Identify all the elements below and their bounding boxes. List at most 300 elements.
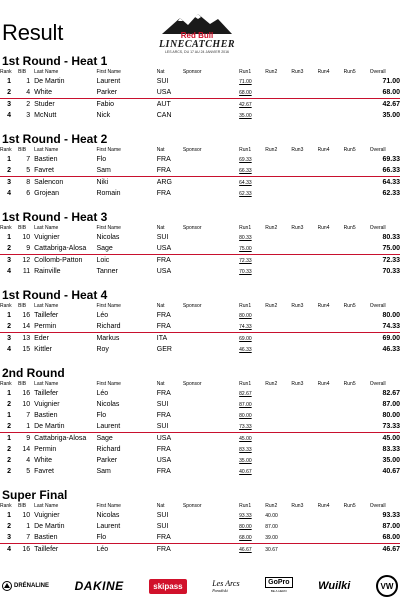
- section-title: 1st Round - Heat 4: [2, 288, 108, 302]
- column-header-rank: Rank: [0, 503, 12, 509]
- cell-run1-value: 75.00: [239, 246, 252, 252]
- cell-run4: [318, 466, 344, 477]
- cell-rank: 2: [7, 401, 11, 408]
- cell-run1: [239, 410, 265, 421]
- column-header-first: First Name: [96, 303, 121, 309]
- cell-nat: AUT: [156, 101, 171, 108]
- results-table: [0, 380, 400, 477]
- cell-run2: [265, 421, 291, 433]
- cell-overall: 35.00: [382, 112, 400, 119]
- cell-rank: 3: [7, 335, 11, 342]
- table-header-row: [0, 146, 400, 154]
- cell-nat: FRA: [156, 390, 171, 397]
- cell-run5: [344, 410, 370, 421]
- cell-nat: FRA: [156, 156, 171, 163]
- cell-sponsor: [183, 399, 239, 410]
- cell-rank: 2: [7, 446, 11, 453]
- cell-run4: [318, 455, 344, 466]
- section-gap: [0, 199, 400, 210]
- column-header-run5: Run5: [343, 381, 356, 387]
- cell-rank: 4: [7, 546, 11, 553]
- table-row: [0, 255, 400, 267]
- cell-run2: [265, 232, 291, 243]
- cell-last: Taillefer: [34, 312, 59, 319]
- cell-bib: 7: [18, 532, 30, 544]
- results-section: [0, 132, 400, 199]
- cell-run3: [291, 444, 317, 455]
- cell-run1-value: 73.33: [239, 424, 252, 430]
- cell-run1-value: 80.33: [239, 235, 252, 241]
- cell-last: Grojean: [34, 190, 60, 197]
- cell-last: Vuignier: [34, 234, 60, 241]
- cell-run2: [265, 433, 291, 445]
- cell-nat: FRA: [156, 312, 171, 319]
- cell-sponsor: [183, 266, 239, 277]
- cell-overall: 46.67: [382, 546, 400, 553]
- cell-run3: [291, 421, 317, 433]
- cell-bib: 3: [26, 112, 31, 119]
- cell-run3: [291, 433, 317, 445]
- cell-overall: 40.67: [382, 468, 400, 475]
- cell-sponsor: [183, 510, 239, 521]
- column-header-run2: Run2: [265, 225, 278, 231]
- cell-last: De Martin: [34, 78, 65, 85]
- cell-sponsor: [183, 321, 239, 333]
- cell-run5: [344, 388, 370, 399]
- cell-first: Sage: [96, 243, 156, 255]
- cell-last: Permin: [34, 446, 57, 453]
- cell-last: Taillefer: [34, 390, 59, 397]
- cell-rank: 4: [7, 346, 11, 353]
- cell-run2: [265, 177, 291, 189]
- cell-bib: 8: [26, 179, 31, 186]
- cell-last: McNutt: [34, 112, 57, 119]
- cell-run5: [344, 466, 370, 477]
- cell-overall: 80.33: [382, 234, 400, 241]
- column-header-run1: Run1: [239, 69, 252, 75]
- table-header-row: [0, 380, 400, 388]
- cell-bib: 10: [22, 401, 31, 408]
- cell-rank: 2: [0, 421, 18, 433]
- cell-nat: USA: [157, 87, 183, 99]
- cell-bib: 5: [18, 165, 30, 177]
- cell-run3: [291, 310, 317, 321]
- cell-run4: [318, 421, 344, 433]
- cell-run3: [291, 255, 317, 267]
- column-header-nat: Nat: [156, 381, 165, 387]
- cell-nat: FRA: [156, 446, 171, 453]
- cell-run1: [239, 177, 265, 189]
- cell-sponsor: [183, 333, 239, 345]
- cell-first: Nicolas: [96, 401, 120, 408]
- cell-first: Flo: [96, 532, 156, 544]
- column-header-run2: Run2: [265, 381, 278, 387]
- cell-run1-value: 42.67: [239, 102, 252, 108]
- cell-sponsor: [183, 255, 239, 267]
- cell-overall: 66.33: [370, 165, 400, 177]
- cell-bib: 11: [22, 268, 31, 275]
- cell-run4: [318, 165, 344, 177]
- table-row: [0, 532, 400, 544]
- cell-run1-value: 82.67: [239, 391, 252, 397]
- cell-rank: 2: [0, 243, 18, 255]
- table-header-row: [0, 68, 400, 76]
- cell-run1: [239, 510, 265, 521]
- cell-rank: 2: [0, 165, 18, 177]
- column-header-run1: Run1: [239, 225, 252, 231]
- cell-run1-value: 80.00: [239, 313, 252, 319]
- cell-first: Léo: [96, 312, 109, 319]
- column-header-run4: Run4: [317, 303, 330, 309]
- table-row: [0, 466, 400, 477]
- sponsor-gopro-label: GoPro: [265, 577, 292, 588]
- cell-last: Salencon: [34, 179, 64, 186]
- column-header-run4: Run4: [317, 225, 330, 231]
- cell-overall: 46.33: [382, 346, 400, 353]
- cell-rank: 3: [7, 179, 11, 186]
- table-row: [0, 455, 400, 466]
- table-row: [0, 76, 400, 87]
- cell-run1: [239, 99, 265, 111]
- cell-overall: 69.33: [382, 156, 400, 163]
- cell-run1: [239, 399, 265, 410]
- table-row: [0, 388, 400, 399]
- column-header-rank: Rank: [0, 225, 12, 231]
- cell-bib: 2: [26, 101, 31, 108]
- column-header-run3: Run3: [291, 381, 304, 387]
- cell-run5: [344, 99, 370, 111]
- cell-run3: [291, 544, 317, 556]
- cell-run4: [318, 321, 344, 333]
- cell-run3: [291, 266, 317, 277]
- section-title: 1st Round - Heat 2: [2, 132, 108, 146]
- results-table: [0, 502, 400, 555]
- cell-overall: 83.33: [382, 446, 400, 453]
- cell-run4: [318, 521, 344, 532]
- cell-run2: [265, 243, 291, 255]
- column-header-sponsor: Sponsor: [182, 225, 202, 231]
- results-table: [0, 302, 400, 355]
- cell-overall: 80.00: [382, 312, 400, 319]
- cell-run2: [265, 165, 291, 177]
- cell-sponsor: [183, 521, 239, 532]
- cell-run2: [265, 399, 291, 410]
- table-row: [0, 266, 400, 277]
- cell-run1: [239, 388, 265, 399]
- sponsor-bar: [0, 572, 400, 600]
- cell-run4: [318, 444, 344, 455]
- cell-run4: [318, 154, 344, 165]
- cell-run5: [344, 232, 370, 243]
- cell-sponsor: [183, 188, 239, 199]
- cell-run1: [239, 521, 265, 532]
- cell-run1-value: 66.33: [239, 168, 252, 174]
- cell-run4: [318, 87, 344, 99]
- cell-overall: 87.00: [382, 523, 400, 530]
- cell-bib: 16: [22, 312, 31, 319]
- cell-run1: [239, 321, 265, 333]
- table-row: [0, 310, 400, 321]
- cell-rank: 2: [7, 468, 11, 475]
- cell-nat: FRA: [157, 165, 183, 177]
- cell-rank: 3: [0, 532, 18, 544]
- column-header-overall: Overall: [369, 147, 386, 153]
- column-header-bib: BIB: [18, 303, 27, 309]
- cell-run4: [318, 99, 344, 111]
- cell-run1: [239, 444, 265, 455]
- cell-rank: 2: [0, 321, 18, 333]
- cell-run2: [265, 110, 291, 121]
- cell-bib: 7: [26, 412, 31, 419]
- cell-run4: [318, 232, 344, 243]
- cell-rank: 1: [7, 435, 11, 442]
- table-row: [0, 344, 400, 355]
- cell-run3: [291, 466, 317, 477]
- cell-nat: ARG: [156, 179, 172, 186]
- column-header-sponsor: Sponsor: [182, 503, 202, 509]
- sponsor-gopro: [265, 577, 292, 595]
- cell-run2: [265, 76, 291, 87]
- column-header-last: Last Name: [34, 69, 59, 75]
- table-row: [0, 399, 400, 410]
- cell-nat: FRA: [157, 321, 183, 333]
- table-row: [0, 188, 400, 199]
- cell-run2: [265, 154, 291, 165]
- table-row: [0, 110, 400, 121]
- cell-run1-value: 40.67: [239, 469, 252, 475]
- cell-bib: 1: [26, 523, 31, 530]
- column-header-overall: Overall: [369, 69, 386, 75]
- section-title: 1st Round - Heat 1: [2, 54, 108, 68]
- section-gap: [0, 355, 400, 366]
- sponsor-lesarcs: [212, 579, 239, 593]
- cell-bib: 4: [18, 87, 30, 99]
- cell-run2: [265, 99, 291, 111]
- cell-sponsor: [183, 455, 239, 466]
- cell-overall: 74.33: [370, 321, 400, 333]
- cell-run2: [265, 310, 291, 321]
- cell-run1-value: 45.00: [239, 436, 252, 442]
- cell-overall: 82.67: [382, 390, 400, 397]
- section-gap: [0, 121, 400, 132]
- cell-run1-value: 71.00: [239, 79, 252, 85]
- cell-rank: 1: [7, 512, 11, 519]
- cell-run4: [318, 344, 344, 355]
- cell-run2: 87.00: [265, 523, 278, 530]
- cell-rank: 3: [7, 257, 11, 264]
- cell-run1-value: 70.33: [239, 269, 252, 275]
- cell-first: Nicolas: [96, 512, 120, 519]
- cell-run1: [239, 333, 265, 345]
- cell-run3: [291, 333, 317, 345]
- cell-rank: 2: [0, 87, 18, 99]
- cell-overall: 87.00: [382, 401, 400, 408]
- cell-run1-value: 72.33: [239, 258, 252, 264]
- cell-nat: FRA: [156, 546, 171, 553]
- cell-bib: 10: [22, 234, 31, 241]
- table-row: [0, 154, 400, 165]
- logo-brand: Red Bull: [180, 31, 214, 40]
- drenaline-icon: [2, 581, 12, 591]
- column-header-run3: Run3: [291, 147, 304, 153]
- cell-last: De Martin: [30, 421, 96, 433]
- column-header-rank: Rank: [0, 381, 12, 387]
- results-sections: [0, 54, 400, 555]
- cell-first: Laurent: [96, 78, 121, 85]
- cell-sponsor: [183, 76, 239, 87]
- cell-run3: [291, 321, 317, 333]
- cell-rank: 1: [7, 390, 11, 397]
- column-header-first: First Name: [96, 69, 121, 75]
- cell-bib: 14: [18, 321, 30, 333]
- cell-rank: 1: [7, 312, 11, 319]
- column-header-last: Last Name: [34, 225, 59, 231]
- cell-run3: [291, 99, 317, 111]
- cell-last: Permin: [30, 321, 96, 333]
- section-title: Super Final: [2, 488, 68, 502]
- cell-run2: [265, 321, 291, 333]
- cell-run1: [239, 532, 265, 544]
- column-header-nat: Nat: [156, 303, 165, 309]
- cell-first: Niki: [96, 179, 109, 186]
- cell-bib: 1: [26, 78, 31, 85]
- cell-nat: FRA: [156, 190, 171, 197]
- column-header-run5: Run5: [343, 303, 356, 309]
- cell-run5: [344, 532, 370, 544]
- cell-first: Nicolas: [96, 234, 120, 241]
- cell-run1: [239, 165, 265, 177]
- cell-first: Léo: [96, 546, 109, 553]
- column-header-run4: Run4: [317, 147, 330, 153]
- cell-run4: [318, 410, 344, 421]
- cell-nat: FRA: [156, 412, 171, 419]
- section-title: 2nd Round: [2, 366, 65, 380]
- cell-rank: 1: [7, 412, 11, 419]
- results-table: [0, 146, 400, 199]
- cell-run3: [291, 410, 317, 421]
- cell-sponsor: [183, 243, 239, 255]
- cell-nat: GER: [156, 346, 172, 353]
- cell-first: Loic: [96, 257, 110, 264]
- cell-run1-value: 46.67: [239, 547, 252, 553]
- column-header-rank: Rank: [0, 303, 12, 309]
- vw-icon: VW: [380, 581, 394, 591]
- cell-run5: [344, 333, 370, 345]
- column-header-sponsor: Sponsor: [182, 147, 202, 153]
- cell-run3: [291, 188, 317, 199]
- cell-last: Studer: [34, 101, 55, 108]
- cell-sponsor: [183, 444, 239, 455]
- column-header-last: Last Name: [34, 147, 59, 153]
- cell-last: White: [30, 87, 96, 99]
- cell-run1: [239, 110, 265, 121]
- cell-last: Eder: [34, 335, 49, 342]
- sponsor-vw: [376, 575, 398, 597]
- section-gap: [0, 277, 400, 288]
- cell-overall: 35.00: [382, 457, 400, 464]
- cell-run3: [291, 388, 317, 399]
- cell-last: Bastien: [30, 532, 96, 544]
- results-table: [0, 68, 400, 121]
- cell-overall: 68.00: [370, 532, 400, 544]
- logo-event: LINECATCHER: [158, 39, 236, 50]
- cell-run1: [239, 87, 265, 99]
- cell-sponsor: [183, 87, 239, 99]
- cell-first: Laurent: [96, 421, 156, 433]
- cell-first: Sage: [96, 435, 113, 442]
- column-header-last: Last Name: [34, 503, 59, 509]
- cell-run3: [291, 76, 317, 87]
- column-header-overall: Overall: [369, 503, 386, 509]
- cell-run1-value: 80.00: [239, 413, 252, 419]
- cell-rank: 1: [7, 234, 11, 241]
- cell-run5: [344, 76, 370, 87]
- cell-bib: 14: [22, 446, 31, 453]
- table-row: [0, 243, 400, 255]
- cell-run2: [265, 255, 291, 267]
- column-header-bib: BIB: [18, 69, 27, 75]
- cell-last: Kittler: [34, 346, 53, 353]
- column-header-run4: Run4: [317, 69, 330, 75]
- cell-run1-value: 62.33: [239, 191, 252, 197]
- cell-run1: [239, 232, 265, 243]
- cell-sponsor: [183, 232, 239, 243]
- column-header-first: First Name: [96, 503, 121, 509]
- cell-first: Richard: [96, 321, 156, 333]
- cell-run5: [344, 165, 370, 177]
- column-header-run3: Run3: [291, 503, 304, 509]
- cell-run4: [318, 76, 344, 87]
- column-header-overall: Overall: [369, 381, 386, 387]
- cell-rank: 2: [7, 523, 11, 530]
- column-header-run1: Run1: [239, 381, 252, 387]
- cell-bib: 6: [26, 190, 31, 197]
- cell-run5: [344, 255, 370, 267]
- cell-last: Favret: [34, 468, 54, 475]
- cell-bib: 16: [22, 546, 31, 553]
- cell-nat: USA: [156, 435, 172, 442]
- column-header-rank: Rank: [0, 69, 12, 75]
- column-header-nat: Nat: [156, 147, 165, 153]
- cell-run3: [291, 232, 317, 243]
- cell-first: Sam: [96, 165, 156, 177]
- cell-run4: [318, 433, 344, 445]
- cell-first: Sam: [96, 468, 111, 475]
- cell-run1: [239, 455, 265, 466]
- cell-first: Richard: [96, 446, 121, 453]
- cell-run3: [291, 455, 317, 466]
- cell-overall: 68.00: [370, 87, 400, 99]
- cell-run3: [291, 177, 317, 189]
- results-table: [0, 224, 400, 277]
- cell-run5: [344, 344, 370, 355]
- cell-rank: 4: [7, 190, 11, 197]
- cell-run5: [344, 188, 370, 199]
- column-header-run1: Run1: [239, 503, 252, 509]
- cell-bib: 4: [26, 457, 31, 464]
- cell-run4: [318, 388, 344, 399]
- cell-last: De Martin: [34, 523, 65, 530]
- cell-run5: [344, 510, 370, 521]
- cell-sponsor: [183, 177, 239, 189]
- cell-last: Taillefer: [34, 546, 59, 553]
- cell-sponsor: [183, 532, 239, 544]
- cell-first: Romain: [96, 190, 121, 197]
- cell-sponsor: [183, 544, 239, 556]
- cell-overall: 69.00: [382, 335, 400, 342]
- column-header-run2: Run2: [265, 69, 278, 75]
- cell-first: Flo: [96, 156, 107, 163]
